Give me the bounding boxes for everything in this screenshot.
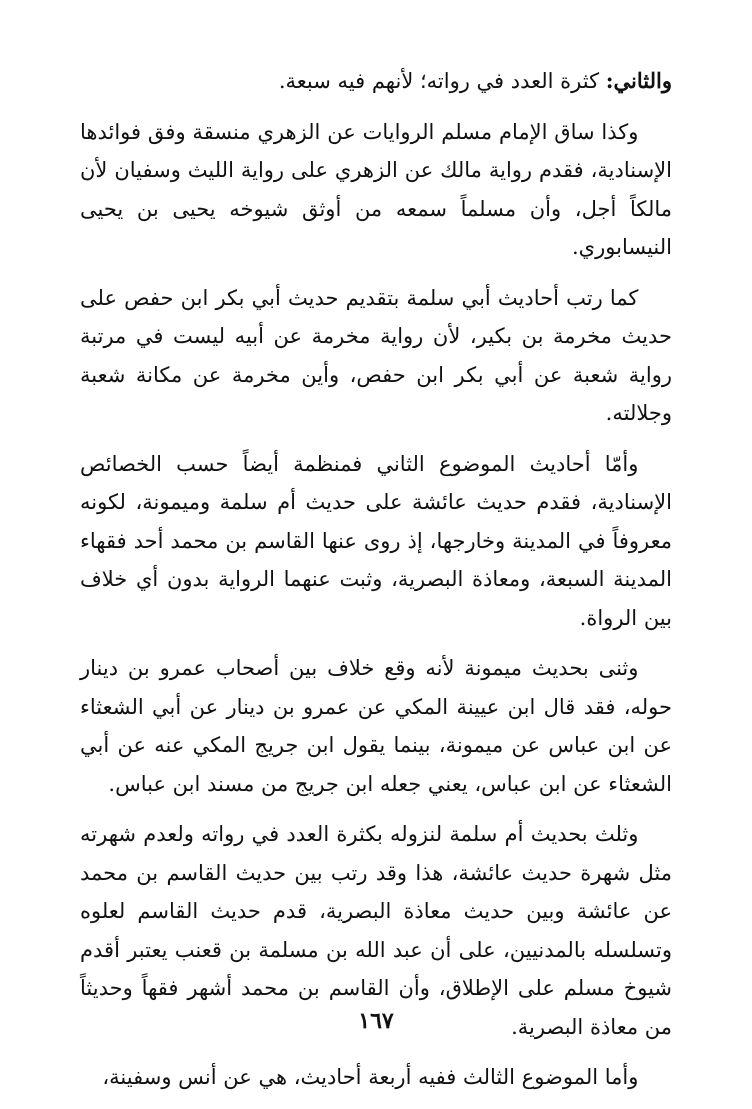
paragraph-1 [80, 62, 672, 101]
paragraph-3: كما رتب أحاديث أبي سلمة بتقديم حديث أبي بكر ابن حفص على حديث مخرمة بن بكير، لأن رواية مخرمة عن أبيه ليست في مرتبة رواية شعبة عن أبي بكر ابن حفص، وأين مخرمة عن مكانة شعبة وجلالته. [80, 285, 672, 425]
paragraph-7: وأما الموضوع الثالث ففيه أربعة أحاديث، هي عن أنس وسفينة، [102, 1065, 639, 1089]
paragraph-6: وثلث بحديث أم سلمة لنزوله بكثرة العدد في رواته ولعدم شهرته مثل شهرة حديث عائشة، هذا وقد رتب بين حديث القاسم بن محمد عن عائشة وبين حديث معاذة البصرية، قدم حديث القاسم لعلوه وتسلسله بالمدنيين، على أن عبد الله بن مسلمة بن قعنب يعتبر أقدم شيوخ مسلم على الإطلاق، وأن القاسم بن محمد أشهر فقهاً وحديثاً من معاذة البصرية. [80, 822, 673, 1039]
page-number: ١٦٧ [358, 1008, 394, 1034]
lead-word: والثاني: [605, 68, 672, 93]
paragraph-1-text: كثرة العدد في رواته؛ لأنهم فيه سبعة. [278, 69, 606, 93]
paragraph-5: وثنى بحديث ميمونة لأنه وقع خلاف بين أصحاب عمرو بن دينار حوله، فقد قال ابن عيينة المكي عن عمرو بن دينار عن أبي الشعثاء عن ابن عباس عن ميمونة، بينما يقول ابن جريج المكي عنه عن أبي الشعثاء عن ابن عباس، يعني جعله ابن جريج من مسند ابن عباس. [80, 656, 672, 796]
paragraph-2: وكذا ساق الإمام مسلم الروايات عن الزهري منسقة وفق فوائدها الإسنادية، فقدم رواية مالك عن الزهري على رواية الليث وسفيان لأن مالكاً أجل، وأن مسلماً سمعه من أوثق شيوخه يحيى بن يحيى النيسابوري. [80, 119, 672, 259]
paragraph-4: وأمّا أحاديث الموضوع الثاني فمنظمة أيضاً حسب الخصائص الإسنادية، فقدم حديث عائشة على حديث أم سلمة وميمونة، لكونه معروفاً في المدينة وخارجها، إذ روى عنها القاسم بن محمد أحد فقهاء المدينة السبعة، ومعاذة البصرية، وثبت عنهما الرواية بدون أي خلاف بين الرواة. [80, 451, 672, 630]
page-body [80, 62, 672, 1109]
